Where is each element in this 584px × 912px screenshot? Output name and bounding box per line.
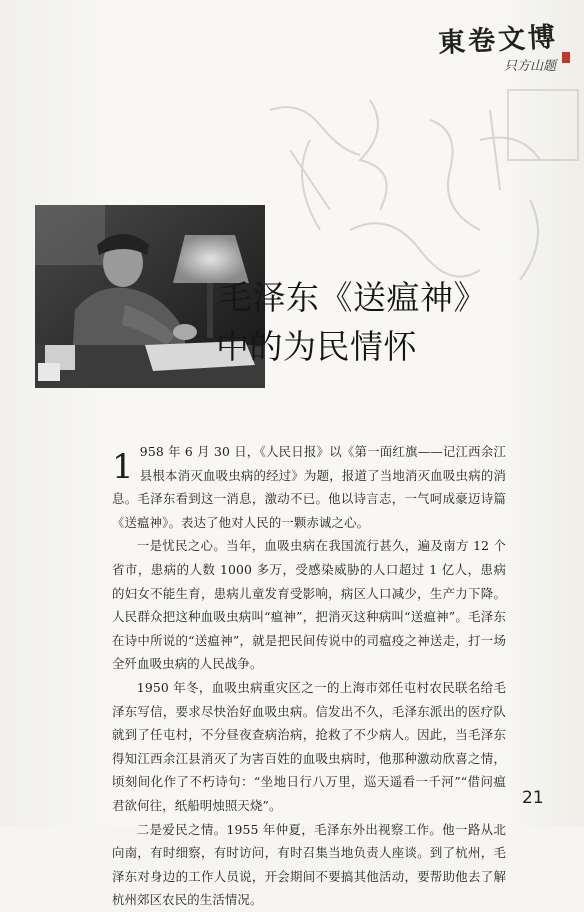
paragraph-1 xyxy=(112,440,506,534)
article-body xyxy=(112,440,506,912)
paragraph-1-text: 958 年 6 月 30 日，《人民日报》以《第一面红旗——记江西余江县根本消灭血吸虫病的经过》为题，报道了当地消灭血吸虫病的消息。毛泽东看到这一消息，激动不已。他以诗言志，一气呵成豪迈诗篇《送瘟神》。表达了他对人民的一颗赤诚之心。 xyxy=(112,444,506,530)
calligraphy-signature: 只方山题 xyxy=(503,59,556,74)
paragraph-4: 二是爱民之情。1955 年仲夏，毛泽东外出视察工作。他一路从北向南，有时细察，有时访问，有时召集当地负责人座谈。到了杭州，毛泽东对身边的工作人员说，开会期间不要搞其他活动，要帮助他去了解杭州郊区农民的生活情况。 xyxy=(112,821,506,908)
article-title-line-2: 中的为民情怀 xyxy=(216,327,417,366)
drop-cap: 1 xyxy=(112,447,134,487)
red-seal-stamp xyxy=(562,52,570,63)
paragraph-2: 一是忧民之心。当年，血吸虫病在我国流行甚久，遍及南方 12 个省市，患病的人数 1000 多万，受感染威胁的人口超过 1 亿人，患病的妇女不能生育，患病儿童发育受影响，病区人口减少，生产力下降。人民群众把这种血吸虫病叫“瘟神”，把消灭这种病叫“送瘟神”。毛泽东在诗中所说的“送瘟神”，就是把民间传说中的司瘟疫之神送走，打一场全歼血吸虫病的人民战争。 xyxy=(112,538,506,672)
calligraphy-header-title: 東卷文博 xyxy=(437,21,559,60)
page-number: 21 xyxy=(522,788,544,808)
article-title-line-1: 毛泽东《送瘟神》 xyxy=(219,278,487,317)
paragraph-3: 1950 年冬，血吸虫病重灾区之一的上海市郊任屯村农民联名给毛泽东写信，要求尽快治好血吸虫病。信发出不久，毛泽东派出的医疗队就到了任屯村，不分昼夜查病治病，抢救了不少病人。因此，当毛泽东得知江西余江县消灭了为害百姓的血吸虫病时，他那种激动欣喜之情，顷刻间化作了不朽诗句：“坐地日行八万里，巡天遥看一千河”“借问瘟君欲何往，纸船明烛照天烧”。 xyxy=(112,679,506,813)
